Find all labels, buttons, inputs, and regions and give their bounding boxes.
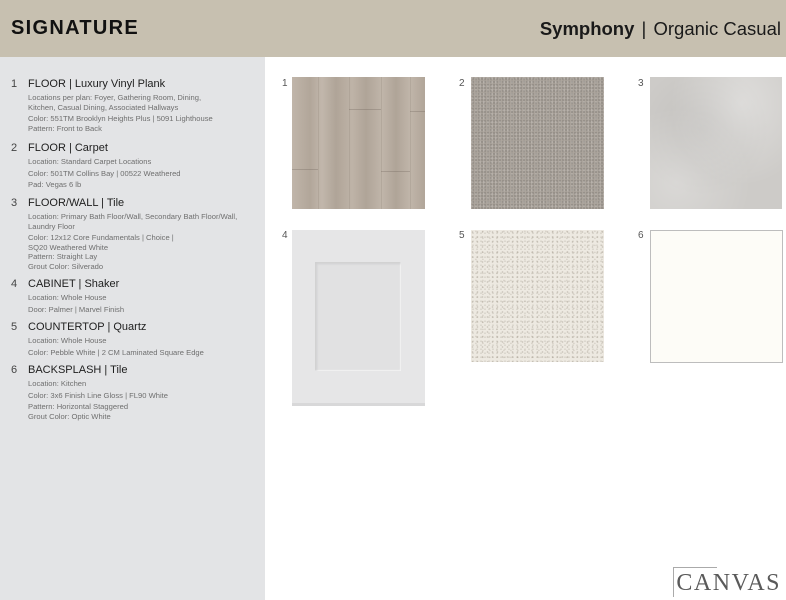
collection-separator: | — [641, 18, 647, 39]
collection-title — [540, 18, 781, 40]
swatch-number: 2 — [459, 78, 465, 89]
spec-title: FLOOR/WALL | Tile — [28, 197, 125, 209]
spec-details — [28, 336, 260, 357]
swatch-shaker-cabinet — [292, 230, 425, 406]
spec-title: CABINET | Shaker — [28, 278, 120, 290]
spec-line: SQ20 Weathered White — [28, 242, 109, 252]
spec-title: FLOOR | Carpet — [28, 142, 108, 154]
plank-seam — [381, 171, 410, 172]
spec-title: FLOOR | Luxury Vinyl Plank — [28, 78, 166, 90]
swatch-number: 1 — [282, 78, 288, 89]
swatch-number: 3 — [638, 78, 644, 89]
spec-number: 1 — [11, 78, 18, 90]
logo-text: CANVAS — [676, 570, 781, 596]
collection-style: Organic Casual — [653, 18, 781, 39]
spec-line: Location: Kitchen — [28, 379, 87, 388]
spec-details — [28, 157, 260, 190]
canvas-logo — [676, 570, 781, 597]
spec-line: Color: 3x6 Finish Line Gloss | FL90 White — [28, 390, 168, 400]
spec-line: Kitchen, Casual Dining, Associated Hallways — [28, 102, 179, 112]
spec-line: Grout Color: Optic White — [28, 411, 111, 421]
plank-line — [318, 77, 319, 209]
swatch-board — [265, 57, 786, 600]
spec-line: Pattern: Straight Lay — [28, 252, 98, 262]
plank-seam — [410, 111, 425, 112]
cabinet-recessed-panel — [315, 262, 401, 371]
swatch-floor-wall-tile — [650, 77, 782, 209]
spec-line: Color: 12x12 Core Fundamentals | Choice | — [28, 233, 174, 243]
swatch-carpet — [471, 77, 604, 209]
swatch-quartz-countertop — [471, 230, 604, 362]
spec-line: Laundry Floor — [28, 221, 75, 231]
spec-line: Grout Color: Silverado — [28, 261, 104, 271]
brand-title: SIGNATURE — [11, 17, 139, 39]
spec-number: 6 — [11, 364, 18, 376]
plank-seam — [349, 109, 381, 110]
spec-line: Locations per plan: Foyer, Gathering Room, Dining, — [28, 93, 202, 102]
spec-line: Door: Palmer | Marvel Finish — [28, 304, 125, 314]
logo-frame — [673, 567, 717, 597]
swatch-luxury-vinyl-plank — [292, 77, 425, 209]
spec-line: Color: 501TM Collins Bay | 00522 Weathered — [28, 168, 181, 178]
collection-name: Symphony — [539, 18, 635, 39]
spec-line: Location: Primary Bath Floor/Wall, Secondary Bath Floor/Wall, — [28, 212, 238, 221]
page-header — [0, 0, 786, 57]
plank-line — [381, 77, 382, 209]
spec-number: 4 — [11, 278, 18, 290]
spec-details — [28, 93, 260, 133]
plank-seam — [292, 169, 318, 170]
spec-number: 2 — [11, 142, 18, 154]
spec-line: Location: Whole House — [28, 293, 107, 302]
spec-line: Pattern: Front to Back — [28, 123, 102, 133]
spec-line: Color: 551TM Brooklyn Heights Plus | 5091 Lighthouse — [28, 114, 213, 124]
spec-line: Color: Pebble White | 2 CM Laminated Square Edge — [28, 347, 204, 357]
spec-number: 3 — [11, 197, 18, 209]
spec-title: COUNTERTOP | Quartz — [28, 321, 147, 333]
spec-title: BACKSPLASH | Tile — [28, 364, 128, 376]
spec-line: Pattern: Horizontal Staggered — [28, 402, 129, 412]
plank-line — [349, 77, 350, 209]
spec-line: Location: Whole House — [28, 336, 107, 345]
swatch-number: 6 — [638, 230, 644, 241]
spec-line: Location: Standard Carpet Locations — [28, 157, 152, 166]
spec-line: Pad: Vegas 6 lb — [28, 180, 82, 190]
swatch-number: 4 — [282, 230, 288, 241]
spec-details — [28, 212, 260, 272]
spec-sidebar — [0, 57, 265, 600]
plank-line — [410, 77, 411, 209]
spec-number: 5 — [11, 321, 18, 333]
swatch-backsplash-tile — [650, 230, 783, 363]
spec-details — [28, 293, 260, 314]
spec-details — [28, 379, 260, 421]
swatch-number: 5 — [459, 230, 465, 241]
